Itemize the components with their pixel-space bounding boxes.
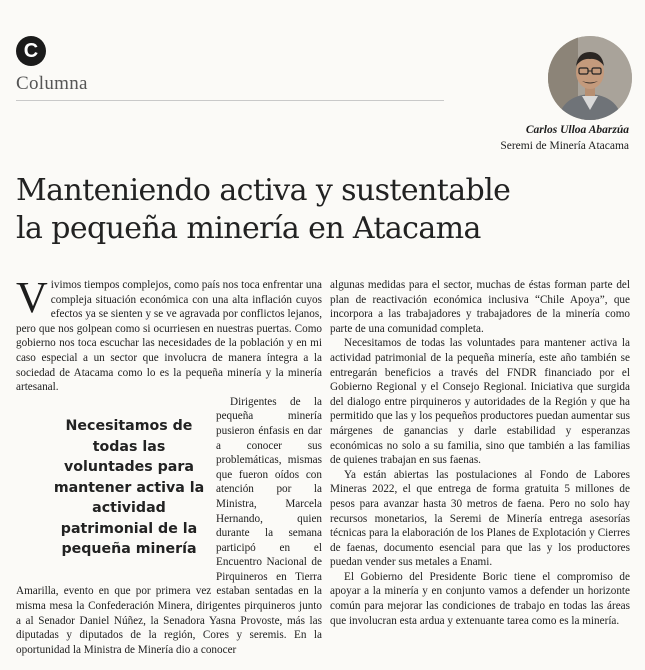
- headline: Manteniendo activa y sustentable la pequeña minería en Atacama: [16, 173, 511, 246]
- section-label: Columna: [16, 73, 88, 94]
- author-portrait-icon: [548, 36, 632, 120]
- article-paragraph-5: Ya están abiertas las postulaciones al Fondo de Labores Mineras 2022, el que entrega de forma gratuita 5 millones de pesos para avanzar hasta 30 metros de faena. Pero no solo hay recursos monetarios, la Seremi de Minería entrega asesorías técnicas para la elaboración de los Planes de Explotación y Cierres de faenas, documento esencial para que las y los productores puedan vender sus metales a Enami.: [330, 468, 630, 569]
- article-paragraph-3: algunas medidas para el sector, muchas de éstas forman parte del plan de reactivación económica inclusiva “Chile Apoya”, que incorpora a las trabajadores y trabajadores de la minería como parte de una comunidad completa.: [330, 279, 630, 335]
- author-name: Carlos Ulloa Abarzúa: [525, 124, 629, 136]
- pull-quote: Necesitamos de todas las voluntades para mantener activa la actividad patrimonial de la pequeña minería: [53, 418, 205, 557]
- article-paragraph-2: Dirigentes de la pequeña minería pusieron énfasis en dar a conocer sus problemáticas, mismas que fueron oídos con atención por la Ministra, Marcela Hernando, quien durante la semana participó en el Encuentro Nacional de Pirquineros en Tierra Amarilla, evento en que por primera vez estaban sentadas en la misma mesa la Confederación Minera, dirigentes pirquineros junto a al Senador Daniel Núñez, la Senadora Yasna Provoste, más las diputadas y diputados de la región, Cores y seremis. En la oportunidad la Ministra de Minería dio a conocer: [16, 395, 322, 656]
- divider: [16, 100, 444, 101]
- article-paragraph-1: [16, 278, 322, 395]
- author-photo: [548, 36, 632, 120]
- drop-cap: V: [16, 278, 48, 322]
- article-column-2: [330, 278, 630, 670]
- article-paragraph-6: El Gobierno del Presidente Boric tiene el compromiso de apoyar a la minería y en conjunto vamos a defender un horizonte común para mejorar las condiciones de trabajo en todas las áreas que involucran esta ardua y extenuante tarea como es la minería.: [330, 570, 630, 627]
- author-role: Seremi de Minería Atacama: [500, 140, 629, 152]
- article-paragraph-4: Necesitamos de todas las voluntades para mantener activa la actividad patrimonial de la pequeña minería, este año también se entregarán beneficios a través del FNDR financiado por el Gobierno Regional y el Consejo Regional. Iniciativa que surgida del dialogo entre pirquineros y autoridades de la Región y que ha permitido que las y los pequeños productores puedan aumentar sus márgenes de ganancias y darle estabilidad y esperanzas económicas no solo a su familia, sino que también a las familias de quienes trabajan en sus faenas.: [330, 337, 630, 467]
- section-icon: C: [16, 36, 46, 66]
- paragraph-1-text: ivimos tiempos complejos, como país nos toca enfrentar una compleja situación económica con una alta inflación cuyos efectos ya se sienten y se ve agravada por conflictos lejanos, pero que nos golpean como si ocurriesen en nuestras puertas. Como gobierno nos toca escuchar las necesidades de la población y en mi caso especial a un sector que involucra de manera íntegra a la sociedad de Atacama como lo es la pequeña minería y la minería artesanal.: [16, 279, 322, 394]
